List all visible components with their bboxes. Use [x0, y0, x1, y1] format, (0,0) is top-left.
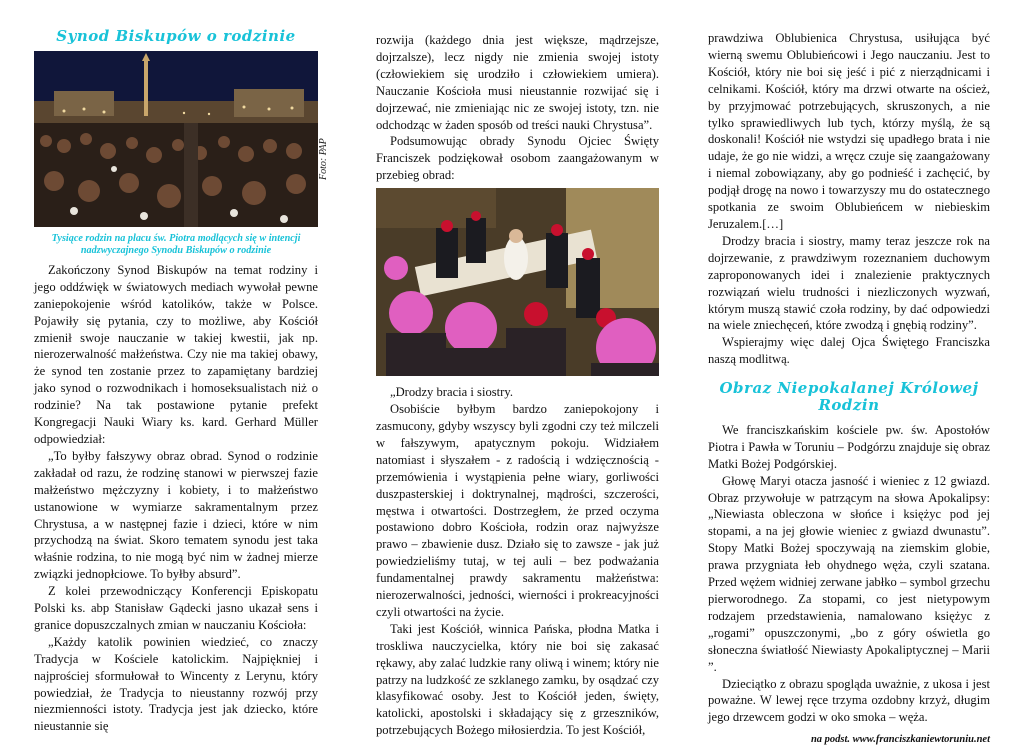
paragraph: Wspierajmy więc dalej Ojca Świętego Franciszka naszą modlitwą. — [708, 335, 990, 367]
paragraph: Zakończony Synod Biskupów na temat rodziny i jego oddźwięk w światowych mediach wywołał pewne zaniepokojenie wśród katolików, także w Polsce. Pojawiły się pytania, czy to możliwe, aby Kościół zmienił swoje nauczanie w takiej kwestii, jak np. nierozerwalność małżeństwa. Czy nie ma takiej obawy, że synod ten zostanie przez to zapamiętany bardziej jako synod o rozwodnikach i homoseksualistach niż o rodzinie? Na tak postawione pytanie prefekt Kongregacji Nauki Wiary ks. kard. Gerhard Müller odpowiedział: — [34, 262, 318, 446]
paragraph: Głowę Maryi otacza jasność i wieniec z 12 gwiazd. Obraz przywołuje w patrzącym na słowa Apokalipsy: „Niewiasta obleczona w słońce i księżyc pod jej stopami, a na jej głowie wieniec z gwiazd dwunastu”. Stopy Matki Bożej spoczywają na ziemskim globie, prawa przygniata łeb ohydnego węża, czyli szatana. Przed wężem widniej zerwane jabłko – symbol grzechu pierworodnego. Za stopami, co jest nietypowym rodzajem przedstawienia, namalowano księżyc z „rogami” opuszczonymi, „bo z góry oświetla go słoneczna światłość Niewiasty Apokaliptycznej – Marii ”. — [708, 473, 990, 674]
paragraph: Dzieciątko z obrazu spogląda uważnie, z ukosa i jest poważne. W lewej ręce trzyma ozdobny krzyż, długim jego drzewcem godzi w oko smoka – węża. — [708, 676, 990, 725]
article-title-synod: Synod Biskupów o rodzinie — [56, 27, 296, 45]
photo-st-peters-square — [34, 51, 318, 227]
paragraph: We franciszkańskim kościele pw. św. Apostołów Piotra i Pawła w Toruniu – Podgórzu znajduje się obraz Matki Bożej Podgórskiej. — [708, 422, 990, 471]
photo-caption: Tysiące rodzin na placu św. Piotra modlących się w intencji nadzwyczajnego Synodu Biskupów o rodzinie — [51, 232, 301, 257]
crowd-illustration — [34, 51, 318, 227]
paragraph: prawdziwa Oblubienica Chrystusa, usiłująca być wierną swemu Oblubieńcowi i Jego nauczaniu. Jest to Kościół, który nie boi się jeść i pić z nierządnicami i celnikami. Kościół, który ma drzwi otwarte na oścież, by przyjmować potrzebujących, skruszonych, a nie tylko sprawiedliwych lub tych, którzy myślą, że są doskonali! Kościół nie wstydzi się upadłego brata i nie udaje, że go nie widzi, a wręcz czuje się zaangażowany i niemal zobowiązany, aby go podnieść i zachęcić, by podjął drogę na nowo i towarzyszy mu do ostatecznego spotkania ze swoim Oblubieńcem w niebieskim Jeruzalem.[…] — [708, 31, 990, 231]
photo-synod-assembly — [376, 188, 659, 376]
column-1 — [34, 28, 318, 735]
paragraph: Taki jest Kościół, winnica Pańska, płodna Matka i troskliwa nauczycielka, który nie boi się zakasać rękawy, aby zalać ludzkie rany oliwą i winem; który nie patrzy na ludzkość ze szklanego zamku, by osądzać czy klasyfikować osoby. Jest to Kościół jeden, święty, katolicki, apostolski i składający się z grzeszników, potrzebujących Bożego miłosierdzia. To jest Kościół, — [376, 621, 659, 738]
paragraph: „Drodzy bracia i siostry. — [390, 385, 513, 400]
paragraph: „To byłby fałszywy obraz obrad. Synod o rodzinie zakładał od razu, że rodzinę stanowi w pierwszej fazie małżeństwo mężczyzny i kobiety, i to małżeństwo ustanowione w wymiarze sakramentalnym przez Chrystusa, a w następnej fazie i dzieci, które w nim przychodzą na świat. Skoro tematem synodu jest taka właśnie rodzina, to nie mogą być nim w żadnej mierze związki jednopłciowe. To byłby absurd”. — [34, 448, 318, 582]
bishops-illustration — [376, 188, 659, 376]
photo-credit: Foto: PAP — [318, 138, 329, 180]
column-3 — [708, 30, 990, 749]
source-footer: na podst. www.franciszkaniewtoruniu.net — [810, 734, 990, 746]
article-title-obraz: Obraz Niepokalanej Królowej Rodzin — [719, 379, 979, 415]
column-2 — [376, 32, 659, 739]
paragraph: Drodzy bracia i siostry, mamy teraz jeszcze rok na dojrzewanie, z prawdziwym rozeznaniem duchowym zaproponowanych idei i znalezienie praktycznych rozwiązań wielu trudności i niezliczonych wyzwań, którym muszą stawić czoła rodziny, by dać odpowiedzi na wiele zniechęceń, które zwodzą i gnębią rodziny”. — [708, 233, 990, 333]
paragraph: Osobiście byłbym bardzo zaniepokojony i zasmucony, gdyby wszyscy byli zgodni czy też milczeli w fałszywym, apatycznym pokoju. Widziałem natomiast i słyszałem - z radością i wdzięcznością - przemówienia i wystąpienia pełne wiary, gorliwości duszpasterskiej i doktrynalnej, mądrości, szczerości, męstwa i otwartości. Dostrzegłem, że przed oczyma postawiono dobro Kościoła, rodzin oraz najwyższe prawo – zbawienie dusz. Działo się to zawsze - jak już powiedzieliśmy tutaj, w tej auli – bez podważania fundamentalnej prawdy sakramentu małżeństwa: nierozerwalności, jedności, wierności i prokreacyjności czyli otwartości na życie. — [376, 402, 659, 619]
paragraph: rozwija (każdego dnia jest większe, mądrzejsze, dojrzalsze), lecz nigdy nie zmienia swojej istoty (człowiekiem się urodziło i człowiekiem umiera). Nauczanie Kościoła musi nieustannie rozwijać się i dojrzewać, nie zmieniając nic ze swojej istoty, tzn. nie odchodząc w żaden sposób od treści nauki Chrystusa”. — [376, 33, 659, 132]
paragraph: Z kolei przewodniczący Konferencji Episkopatu Polski ks. abp Stanisław Gądecki jasno ukazał sens i granice dopuszczalnych zmian w nauczaniu Kościoła: — [34, 584, 318, 632]
paragraph: Podsumowując obrady Synodu Ojciec Święty Franciszek podziękował osobom zaangażowanym w przebieg obrad: — [376, 134, 659, 183]
paragraph: „Każdy katolik powinien wiedzieć, co znaczy Tradycja w Kościele katolickim. Najpiękniej i najprościej sformułował to Wincenty z Lerynu, który powiedział, że Tradycja to nieustanny rozwój przy niezmienności istoty. Tradycja jest jak dziecko, które nieustannie się — [34, 634, 318, 734]
